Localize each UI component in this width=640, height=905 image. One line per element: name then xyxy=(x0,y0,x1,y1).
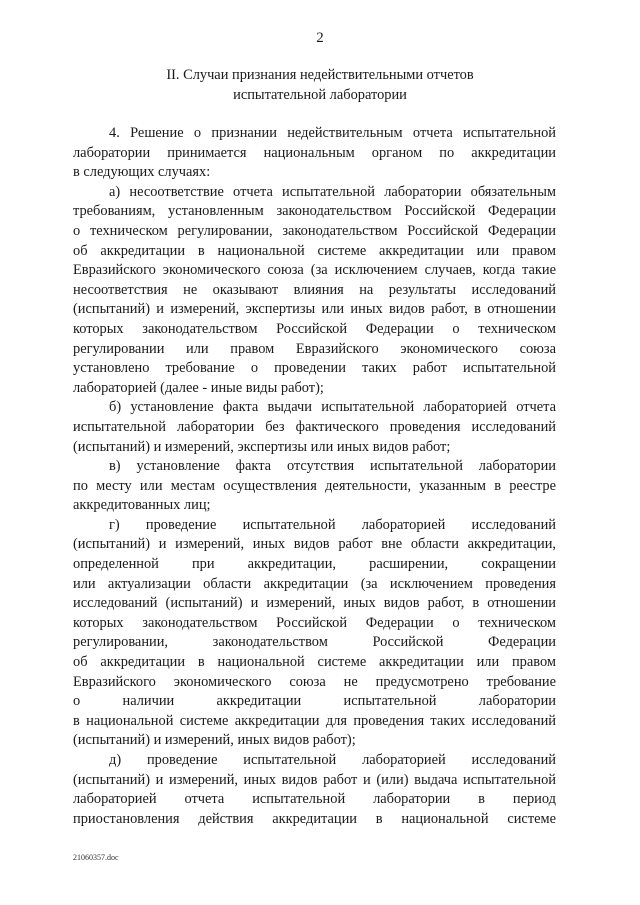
text-line: (испытаний) и измерений, иных видов работ и (или) выдача испытательной xyxy=(73,771,556,788)
text-line: в) установление факта отсутствия испытательной лаборатории xyxy=(109,458,556,475)
paragraph xyxy=(73,457,556,516)
text-line: в национальной системе аккредитации для проведения таких исследований xyxy=(73,712,556,729)
text-line: приостановления действия аккредитации в национальной системе xyxy=(73,810,556,827)
paragraph xyxy=(73,516,556,751)
text-line: регулировании, законодательством Российской Федерации xyxy=(73,634,556,651)
text-line: (испытаний) и измерений, иных видов работ); xyxy=(73,732,356,749)
text-line: аккредитованных лиц; xyxy=(73,497,211,514)
paragraph xyxy=(73,398,556,457)
text-line: установлено требование о проведении таких работ испытательной xyxy=(73,360,556,377)
text-line: регулировании или правом Евразийского экономического союза xyxy=(73,340,556,357)
text-line: требованиям, установленным законодательством Российской Федерации xyxy=(73,203,556,220)
text-line: определенной при аккредитации, расширении, сокращении xyxy=(73,556,556,573)
text-line: а) несоответствие отчета испытательной лаборатории обязательным xyxy=(109,183,556,200)
text-line: которых законодательством Российской Федерации о техническом xyxy=(73,320,556,337)
text-line: в следующих случаях: xyxy=(73,164,211,181)
text-line: г) проведение испытательной лабораторией исследований xyxy=(109,516,556,533)
text-line: об аккредитации в национальной системе аккредитации или правом xyxy=(73,654,556,671)
text-line: (испытаний) и измерений, экспертизы или иных видов работ, в отношении xyxy=(73,301,556,318)
paragraph xyxy=(73,751,556,829)
text-line: 4. Решение о признании недействительным отчета испытательной xyxy=(109,125,556,141)
text-line: о техническом регулировании, законодательством Российской Федерации xyxy=(73,222,556,239)
text-line: лаборатории принимается национальным органом по аккредитации xyxy=(73,144,556,161)
text-line: испытательной лаборатории без фактического проведения исследований xyxy=(73,418,556,435)
text-line: (испытаний) и измерений, иных видов работ вне области аккредитации, xyxy=(73,536,556,553)
text-line: которых законодательством Российской Федерации о техническом xyxy=(73,614,556,631)
text-line: Евразийского экономического союза не предусмотрено требование xyxy=(73,673,556,690)
paragraph xyxy=(73,183,556,399)
text-line: лабораторией отчета испытательной лаборатории в период xyxy=(73,791,556,808)
text-line: о наличии аккредитации испытательной лаборатории xyxy=(73,693,556,710)
section-title-line: испытательной лаборатории xyxy=(233,87,407,103)
page-number: 2 xyxy=(316,30,324,46)
paragraph xyxy=(73,124,556,183)
text-line: об аккредитации в национальной системе аккредитации или правом xyxy=(73,242,556,259)
text-line: Евразийского экономического союза (за исключением случаев, когда такие xyxy=(73,262,556,279)
footer-filename: 21060357.doc xyxy=(73,853,119,862)
text-line: по месту или местам осуществления деятельности, указанным в реестре xyxy=(73,477,556,494)
section-title xyxy=(70,65,570,105)
text-line: несоответствия не оказывают влияния на результаты исследований xyxy=(73,281,556,298)
text-line: лабораторией (далее - иные виды работ); xyxy=(73,379,324,396)
section-title-line: II. Случаи признания недействительными отчетов xyxy=(166,67,474,83)
document-body xyxy=(73,124,556,829)
text-line: д) проведение испытательной лабораторией исследований xyxy=(109,752,556,768)
text-line: (испытаний) и измерений, экспертизы или иных видов работ; xyxy=(73,438,451,455)
text-line: б) установление факта выдачи испытательной лабораторией отчета xyxy=(109,399,556,416)
text-line: или актуализации области аккредитации (за исключением проведения xyxy=(73,575,556,592)
text-line: исследований (испытаний) и измерений, иных видов работ, в отношении xyxy=(73,595,556,612)
